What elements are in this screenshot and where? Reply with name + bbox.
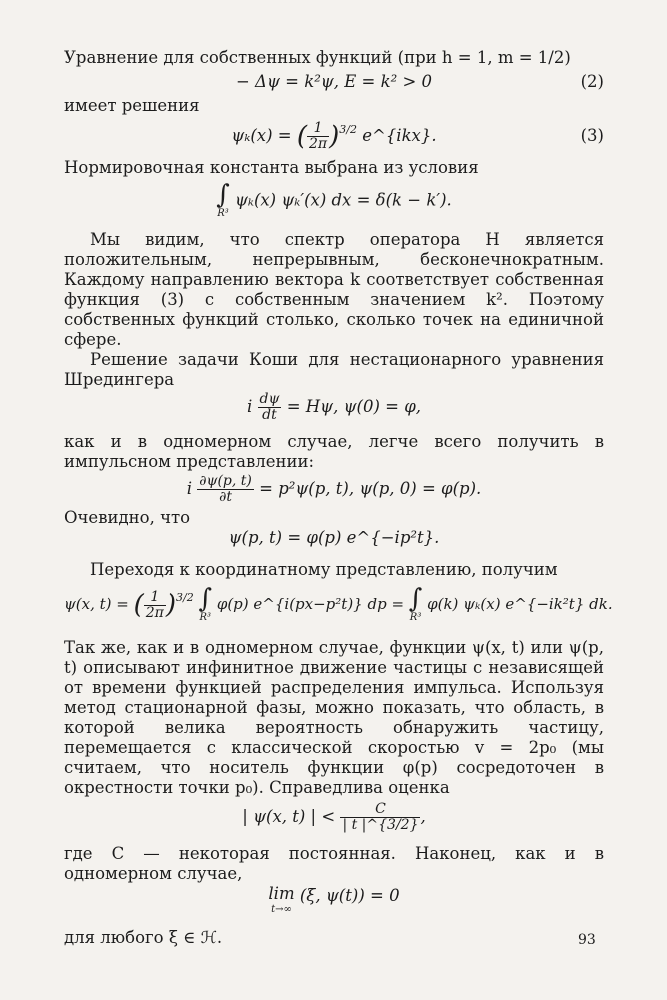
equation-8-frac-num: 1 <box>144 590 166 606</box>
equation-5-frac-num: dψ <box>259 391 280 407</box>
equation-8-rhs: φ(k) ψₖ(x) e^{−ik²t} dk. <box>422 595 613 613</box>
equation-5-frac-den: dt <box>262 407 277 423</box>
paragraph-10: где C — некоторая постоянная. Наконец, как и в одномерном случае, <box>64 844 604 883</box>
equation-6: i $\frac{\partial\psi(p, t)}{\partial t}$ = p²ψ(p, t), ψ(p, 0) = φ(p). <box>186 473 482 505</box>
equation-7 <box>64 528 604 552</box>
paragraph-9: Так же, как и в одномерном случае, функции ψ(x, t) или ψ(p, t) описывают инфинитное движение частицы с независящей от времени функцией распределения импульса. Используя метод стационарной фазы, можно показать, что область, в которой велика вероятность обнаружить частицу, перемещается с классической скоростью v = 2p₀ (мы считаем, что носитель функции φ(p) сосредоточен в окрестности точки p₀). Справедлива оценка <box>64 638 604 797</box>
equation-10-lim: lim <box>268 884 295 903</box>
paragraph-8: Переходя к координатному представлению, получим <box>90 560 558 579</box>
paragraph-11: для любого ξ ∈ ℋ. <box>64 928 223 947</box>
equation-9-lhs: | ψ(x, t) | < <box>242 807 341 826</box>
equation-6-frac-den: ∂t <box>219 489 232 505</box>
equation-9-frac-den: | t |^{3/2} <box>342 817 419 833</box>
equation-4-domain: R³ <box>217 208 229 219</box>
equation-8-lhs: ψ(x, t) = <box>64 595 134 613</box>
page-body <box>64 48 613 948</box>
equation-6-frac-num: ∂ψ(p, t) <box>199 473 252 489</box>
equation-3: ψₖ(x) = ( $\frac{1}{2\pi}$ )$^{3/2}$ e^{ikx}. (3) <box>231 120 604 152</box>
paragraph-7: Очевидно, что <box>64 508 191 527</box>
equation-3-tail: e^{ikx}. <box>356 126 437 145</box>
equation-9-tail: , <box>420 807 426 826</box>
equation-3-frac-den: 2π <box>308 136 328 152</box>
equation-8-mid: φ(p) e^{i(px−p²t)} dp = <box>212 595 409 613</box>
paragraph-6: как и в одномерном случае, легче всего получить в импульсном представлении: <box>64 432 604 471</box>
equation-8: ψ(x, t) = ( $\frac{1}{2\pi}$ )$^{3/2}$ ∫ R³ φ(p) e^{i(px−p²t)} dp = ∫ R³ φ(k) ψₖ(x) e^{−ik²t} dk. <box>64 584 613 623</box>
equation-3-frac-num: 1 <box>307 121 329 137</box>
equation-9 <box>64 798 604 838</box>
equation-5-tail: = Hψ, ψ(0) = φ, <box>286 397 422 416</box>
equation-10 <box>64 884 604 924</box>
equation-2-number: (2) <box>580 72 604 91</box>
equation-9-frac-num: C <box>340 802 420 818</box>
equation-4-body: ψₖ(x) ψₖ′(x) dx = δ(k − k′). <box>234 190 452 210</box>
paragraph-3: Нормировочная константа выбрана из условия <box>64 158 479 177</box>
equation-3-number: (3) <box>580 126 604 145</box>
equation-4: ∫ R³ ψₖ(x) ψₖ′(x) dx = δ(k − k′). <box>216 180 452 219</box>
equation-10-tail: (ξ, ψ(t)) = 0 <box>294 886 400 905</box>
equation-3-lhs: ψₖ(x) = <box>231 126 297 145</box>
equation-2 <box>64 72 604 96</box>
equation-8-power: 3/2 <box>176 591 194 604</box>
equation-5: i $\frac{d\psi}{dt}$ = Hψ, ψ(0) = φ, <box>246 391 422 423</box>
equation-3-power: 3/2 <box>339 123 357 136</box>
paragraph-2: имеет решения <box>64 96 200 115</box>
equation-10-under: t→∞ <box>271 904 292 915</box>
paragraph-1: Уравнение для собственных функций (при h = 1, m = 1/2) <box>64 48 571 67</box>
equation-8-frac-den: 2π <box>145 604 164 621</box>
paragraph-4: Мы видим, что спектр оператора H является положительным, непрерывным, бесконечнократным. Каждому направлению вектора k соответствует собственная функция (3) с собственным значением k². Поэтому собственных функций столько, сколько точек на единичной сфере. <box>64 230 604 349</box>
paragraph-5: Решение задачи Коши для нестационарного уравнения Шредингера <box>64 350 604 389</box>
equation-8-domain-2: R³ <box>409 612 422 623</box>
equation-7-body: ψ(p, t) = φ(p) e^{−ip²t}. <box>228 528 440 547</box>
equation-2-body: − Δψ = k²ψ, E = k² > 0 <box>235 72 433 91</box>
equation-6-tail: = p²ψ(p, t), ψ(p, 0) = φ(p). <box>259 479 482 498</box>
equation-8-domain-1: R³ <box>199 612 212 623</box>
page-number: 93 <box>578 932 596 948</box>
